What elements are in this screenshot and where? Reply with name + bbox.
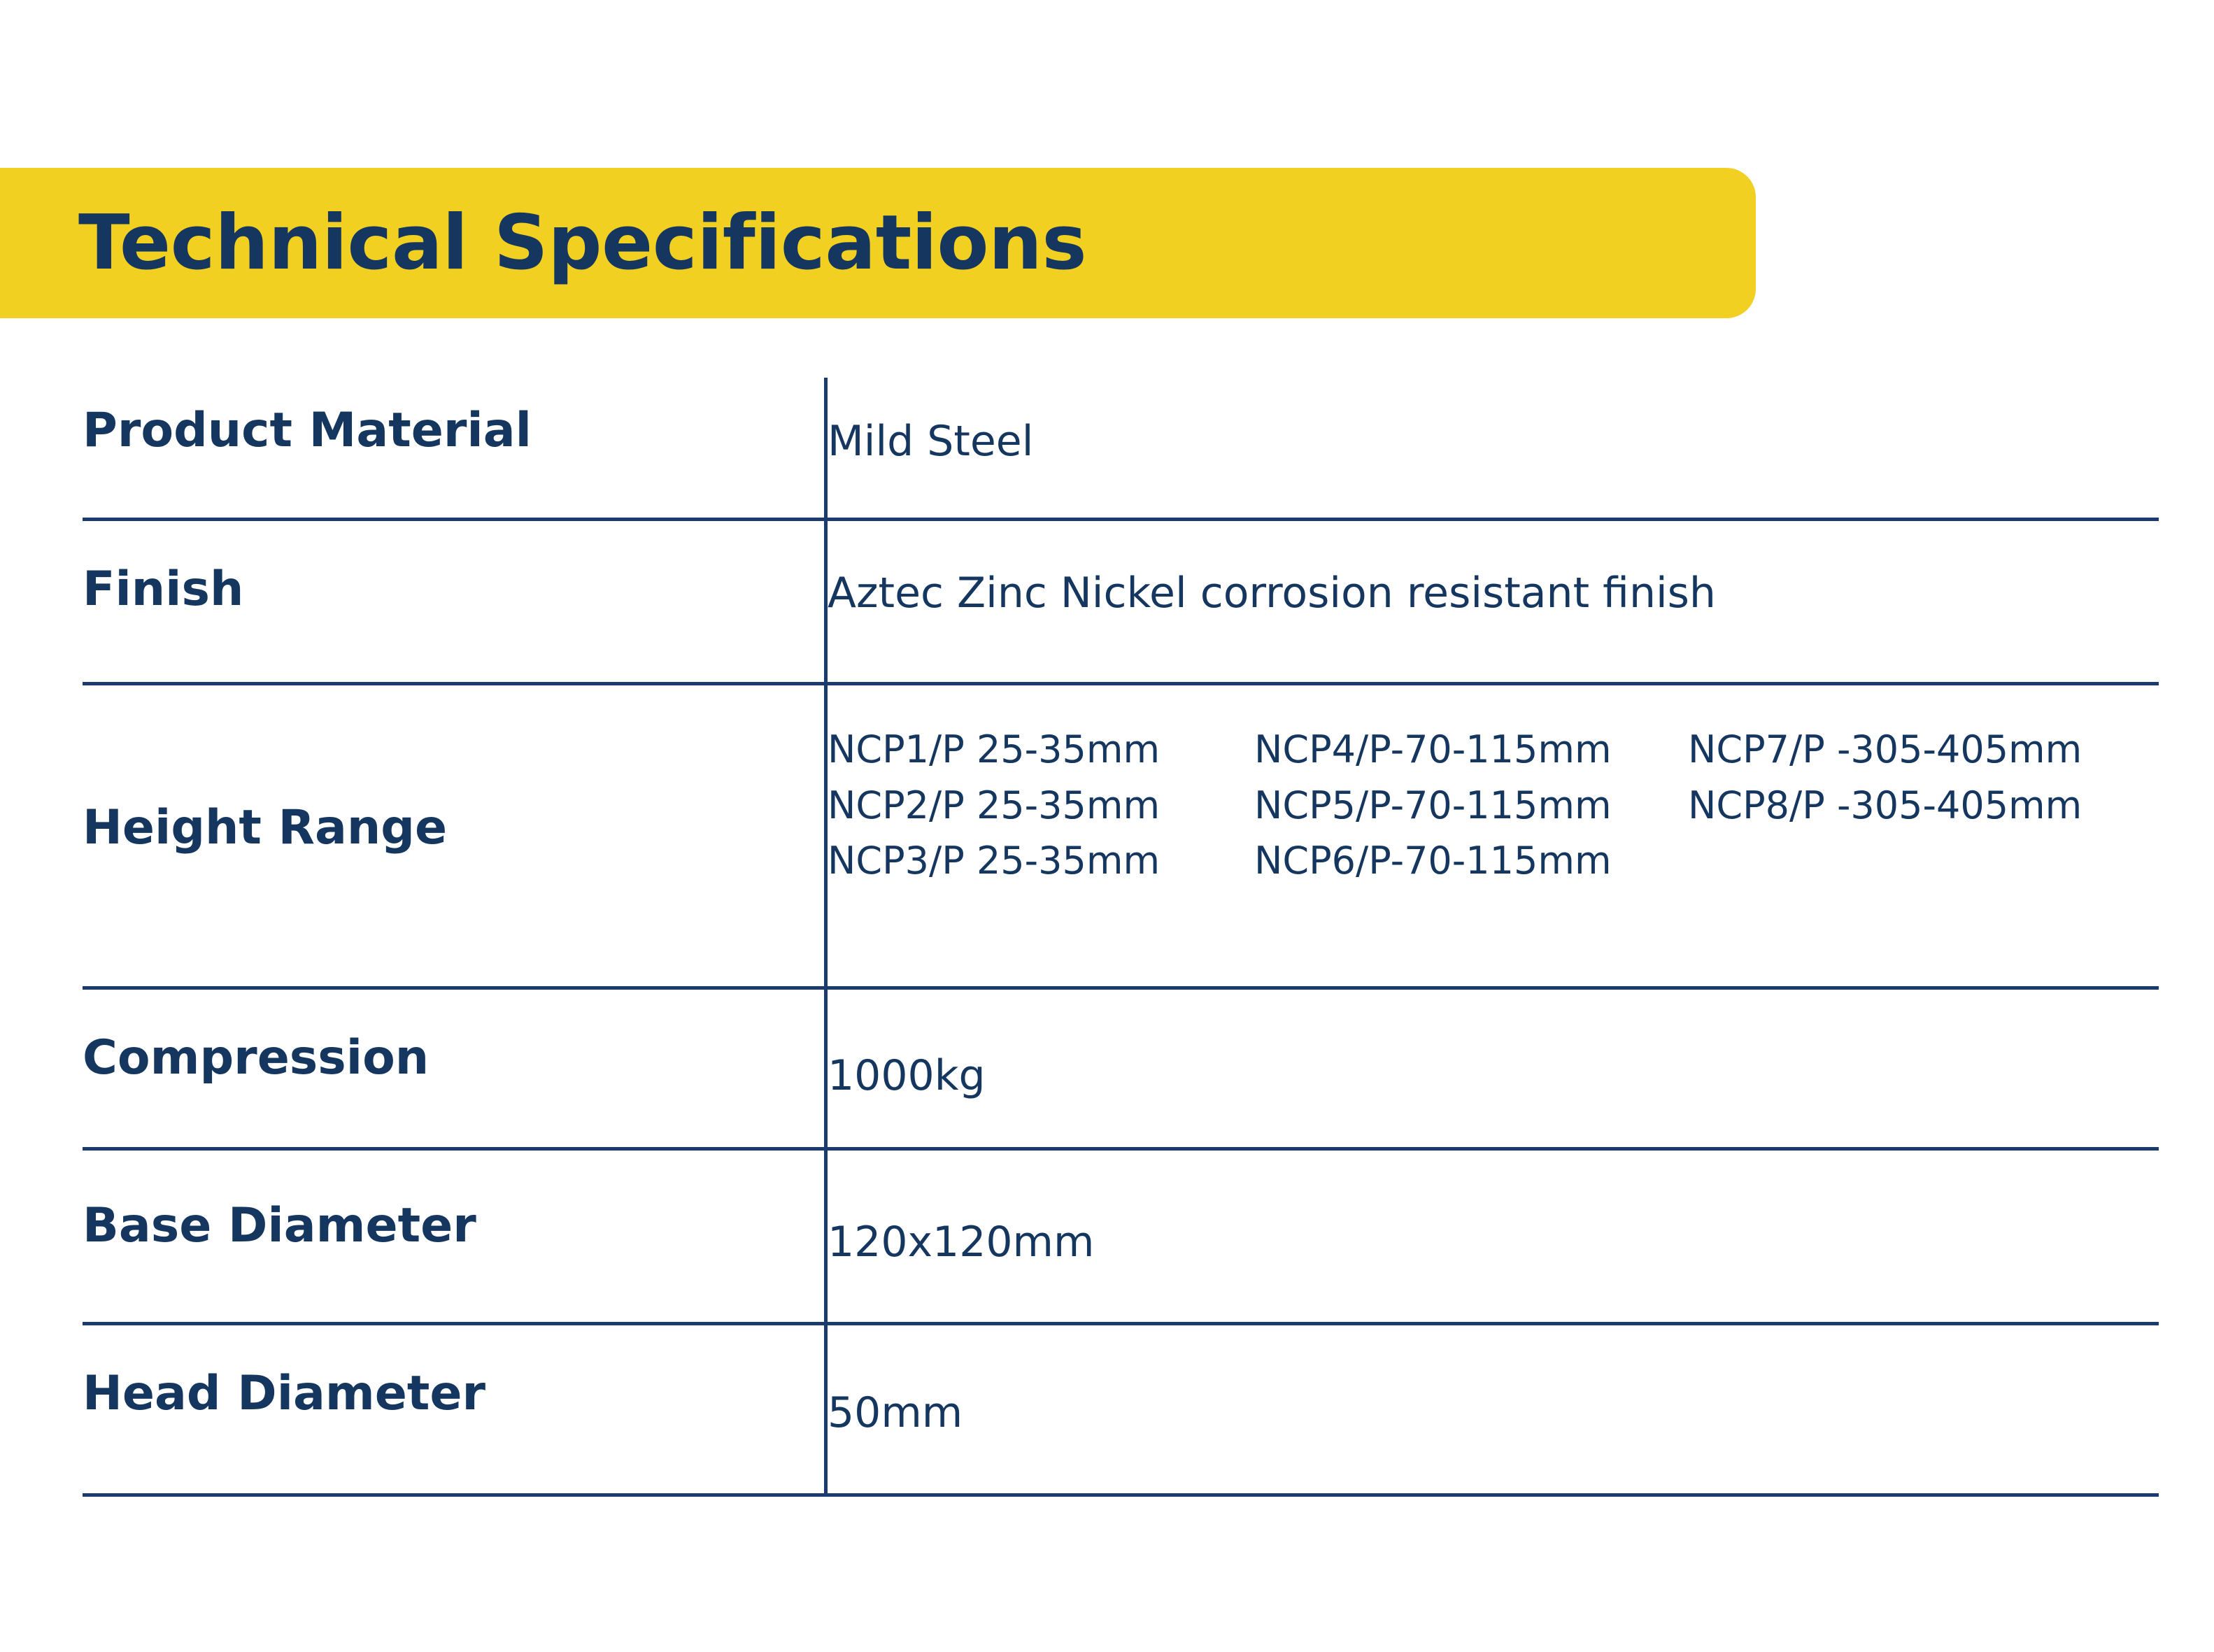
- height-range-item: NCP5/P-70-115mm: [1254, 783, 1612, 827]
- spec-label-height-range: Height Range: [83, 684, 826, 988]
- height-range-grid: [828, 726, 2159, 885]
- table-row: [83, 988, 2159, 1149]
- spec-value-compression: 1000kg: [826, 988, 2159, 1149]
- spec-value-product-material: Mild Steel: [826, 378, 2159, 520]
- height-range-item: NCP7/P -305-405mm: [1688, 727, 2082, 771]
- spec-value-height-range: [826, 684, 2159, 988]
- height-range-item: NCP8/P -305-405mm: [1688, 783, 2082, 827]
- table-row: [83, 378, 2159, 520]
- spec-label-head-diameter: Head Diameter: [83, 1324, 826, 1495]
- height-range-item: NCP4/P-70-115mm: [1254, 727, 1612, 771]
- height-range-item: [1688, 837, 2159, 885]
- spec-label-finish: Finish: [83, 520, 826, 684]
- spec-value-head-diameter: 50mm: [826, 1324, 2159, 1495]
- table-row: [83, 1324, 2159, 1495]
- specifications-table: [83, 378, 2159, 1497]
- page-title-banner: [0, 168, 1756, 318]
- spec-value-finish: Aztec Zinc Nickel corrosion resistant finish: [826, 520, 2159, 684]
- table-row: [83, 684, 2159, 988]
- spec-value-base-diameter: 120x120mm: [826, 1149, 2159, 1324]
- page-title: Technical Specifications: [78, 199, 1087, 287]
- height-range-item: NCP2/P 25-35mm: [828, 783, 1161, 827]
- spec-label-compression: Compression: [83, 988, 826, 1149]
- table-row: [83, 520, 2159, 684]
- spec-label-product-material: Product Material: [83, 378, 826, 520]
- height-range-item: NCP3/P 25-35mm: [828, 839, 1161, 883]
- table-row: [83, 1149, 2159, 1324]
- spec-label-base-diameter: Base Diameter: [83, 1149, 826, 1324]
- height-range-item: NCP6/P-70-115mm: [1254, 839, 1612, 883]
- height-range-item: NCP1/P 25-35mm: [828, 727, 1161, 771]
